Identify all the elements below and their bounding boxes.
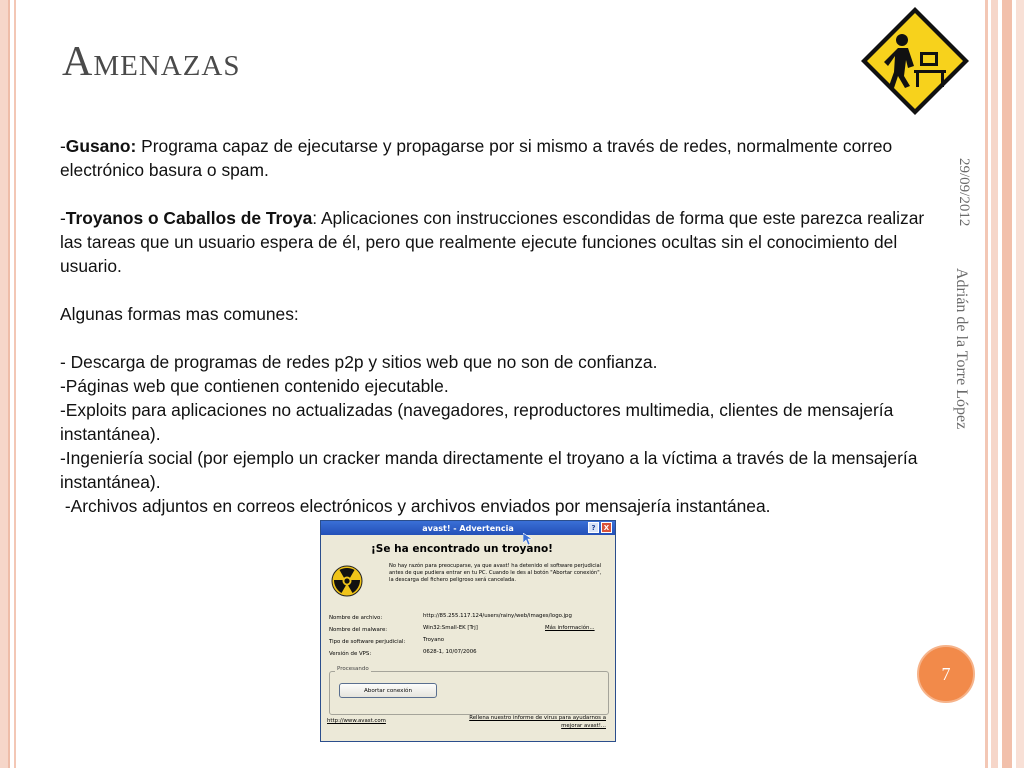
paragraph-gusano <box>60 134 940 182</box>
list-item: -Exploits para aplicaciones no actualizadas (navegadores, reproductores multimedia, clientes de mensajería instantánea). <box>60 400 894 444</box>
radiation-icon <box>331 565 363 597</box>
list-item: -Archivos adjuntos en correos electrónicos y archivos enviados por mensajería instantánea. <box>60 496 771 516</box>
dialog-title: avast! - Advertencia <box>422 523 514 533</box>
dash: - <box>60 208 66 228</box>
paragraph-troyanos <box>60 206 940 278</box>
field-label: Nombre de archivo: <box>329 615 383 621</box>
field-value: 0628-1, 10/07/2006 <box>423 649 477 655</box>
page-number-badge: 7 <box>917 645 975 703</box>
avast-warning-dialog <box>320 520 616 742</box>
left-border <box>0 0 10 768</box>
field-value: Win32:Small-EK [Trj] <box>423 625 478 631</box>
field-label: Tipo de software perjudicial: <box>329 639 406 645</box>
more-info-link[interactable]: Más información... <box>545 625 595 631</box>
avast-website-link[interactable]: http://www.avast.com <box>327 718 386 724</box>
term-troyanos: Troyanos o Caballos de Troya <box>65 208 313 228</box>
dash: - <box>60 136 66 156</box>
left-border-line <box>14 0 16 768</box>
definition-troyanos: : Aplicaciones con instrucciones escondidas de forma que este parezca realizar las tareas que un usuario espera de él, pero que realmente ejecute funciones ocultas sin el conocimiento del usuario. <box>60 208 925 276</box>
list-item: -Ingeniería social (por ejemplo un cracker manda directamente el troyano a la víctima a través de la mensajería instantánea). <box>60 448 918 492</box>
side-date: 29/09/2012 <box>956 158 972 227</box>
side-author: Adrián de la Torre López <box>953 268 970 430</box>
processing-label: Procesando <box>337 666 369 672</box>
field-value: Troyano <box>423 637 445 643</box>
slide-body <box>60 134 940 518</box>
dialog-message: No hay razón para preocuparse, ya que avast! ha detenido el software perjudicial antes de que pudiera entrar en tu PC. Cuando le des al botón "Abortar conexión", la descarga del fichero peligroso será cancelada. <box>389 563 602 583</box>
close-button[interactable]: X <box>601 522 612 533</box>
list-item: -Páginas web que contienen contenido ejecutable. <box>60 376 449 396</box>
field-value: http://85.255.117.124/users/rainy/web/images/logo.jpg <box>423 613 572 619</box>
forms-heading: Algunas formas mas comunes: <box>60 304 299 324</box>
list-item: - Descarga de programas de redes p2p y sitios web que no son de confianza. <box>60 352 658 372</box>
dialog-heading: ¡Se ha encontrado un troyano! <box>371 543 553 555</box>
slide-title: Amenazas <box>62 39 241 85</box>
field-label: Nombre del malware: <box>329 627 388 633</box>
right-stripes <box>980 0 1024 768</box>
help-button[interactable]: ? <box>588 522 599 533</box>
virus-report-link[interactable]: Rellena nuestro informe de virus para ayudarnos a <box>469 715 606 721</box>
dialog-titlebar <box>321 521 615 535</box>
definition-gusano: Programa capaz de ejecutarse y propagarse por si mismo a través de redes, normalmente correo electrónico basura o spam. <box>60 136 893 180</box>
abort-connection-button[interactable]: Abortar conexión <box>339 683 437 698</box>
virus-report-link-cont[interactable]: mejorar avast!... <box>561 723 606 729</box>
field-label: Versión de VPS: <box>329 651 372 657</box>
term-gusano: Gusano: <box>65 136 137 156</box>
construction-sign-icon <box>858 4 972 118</box>
